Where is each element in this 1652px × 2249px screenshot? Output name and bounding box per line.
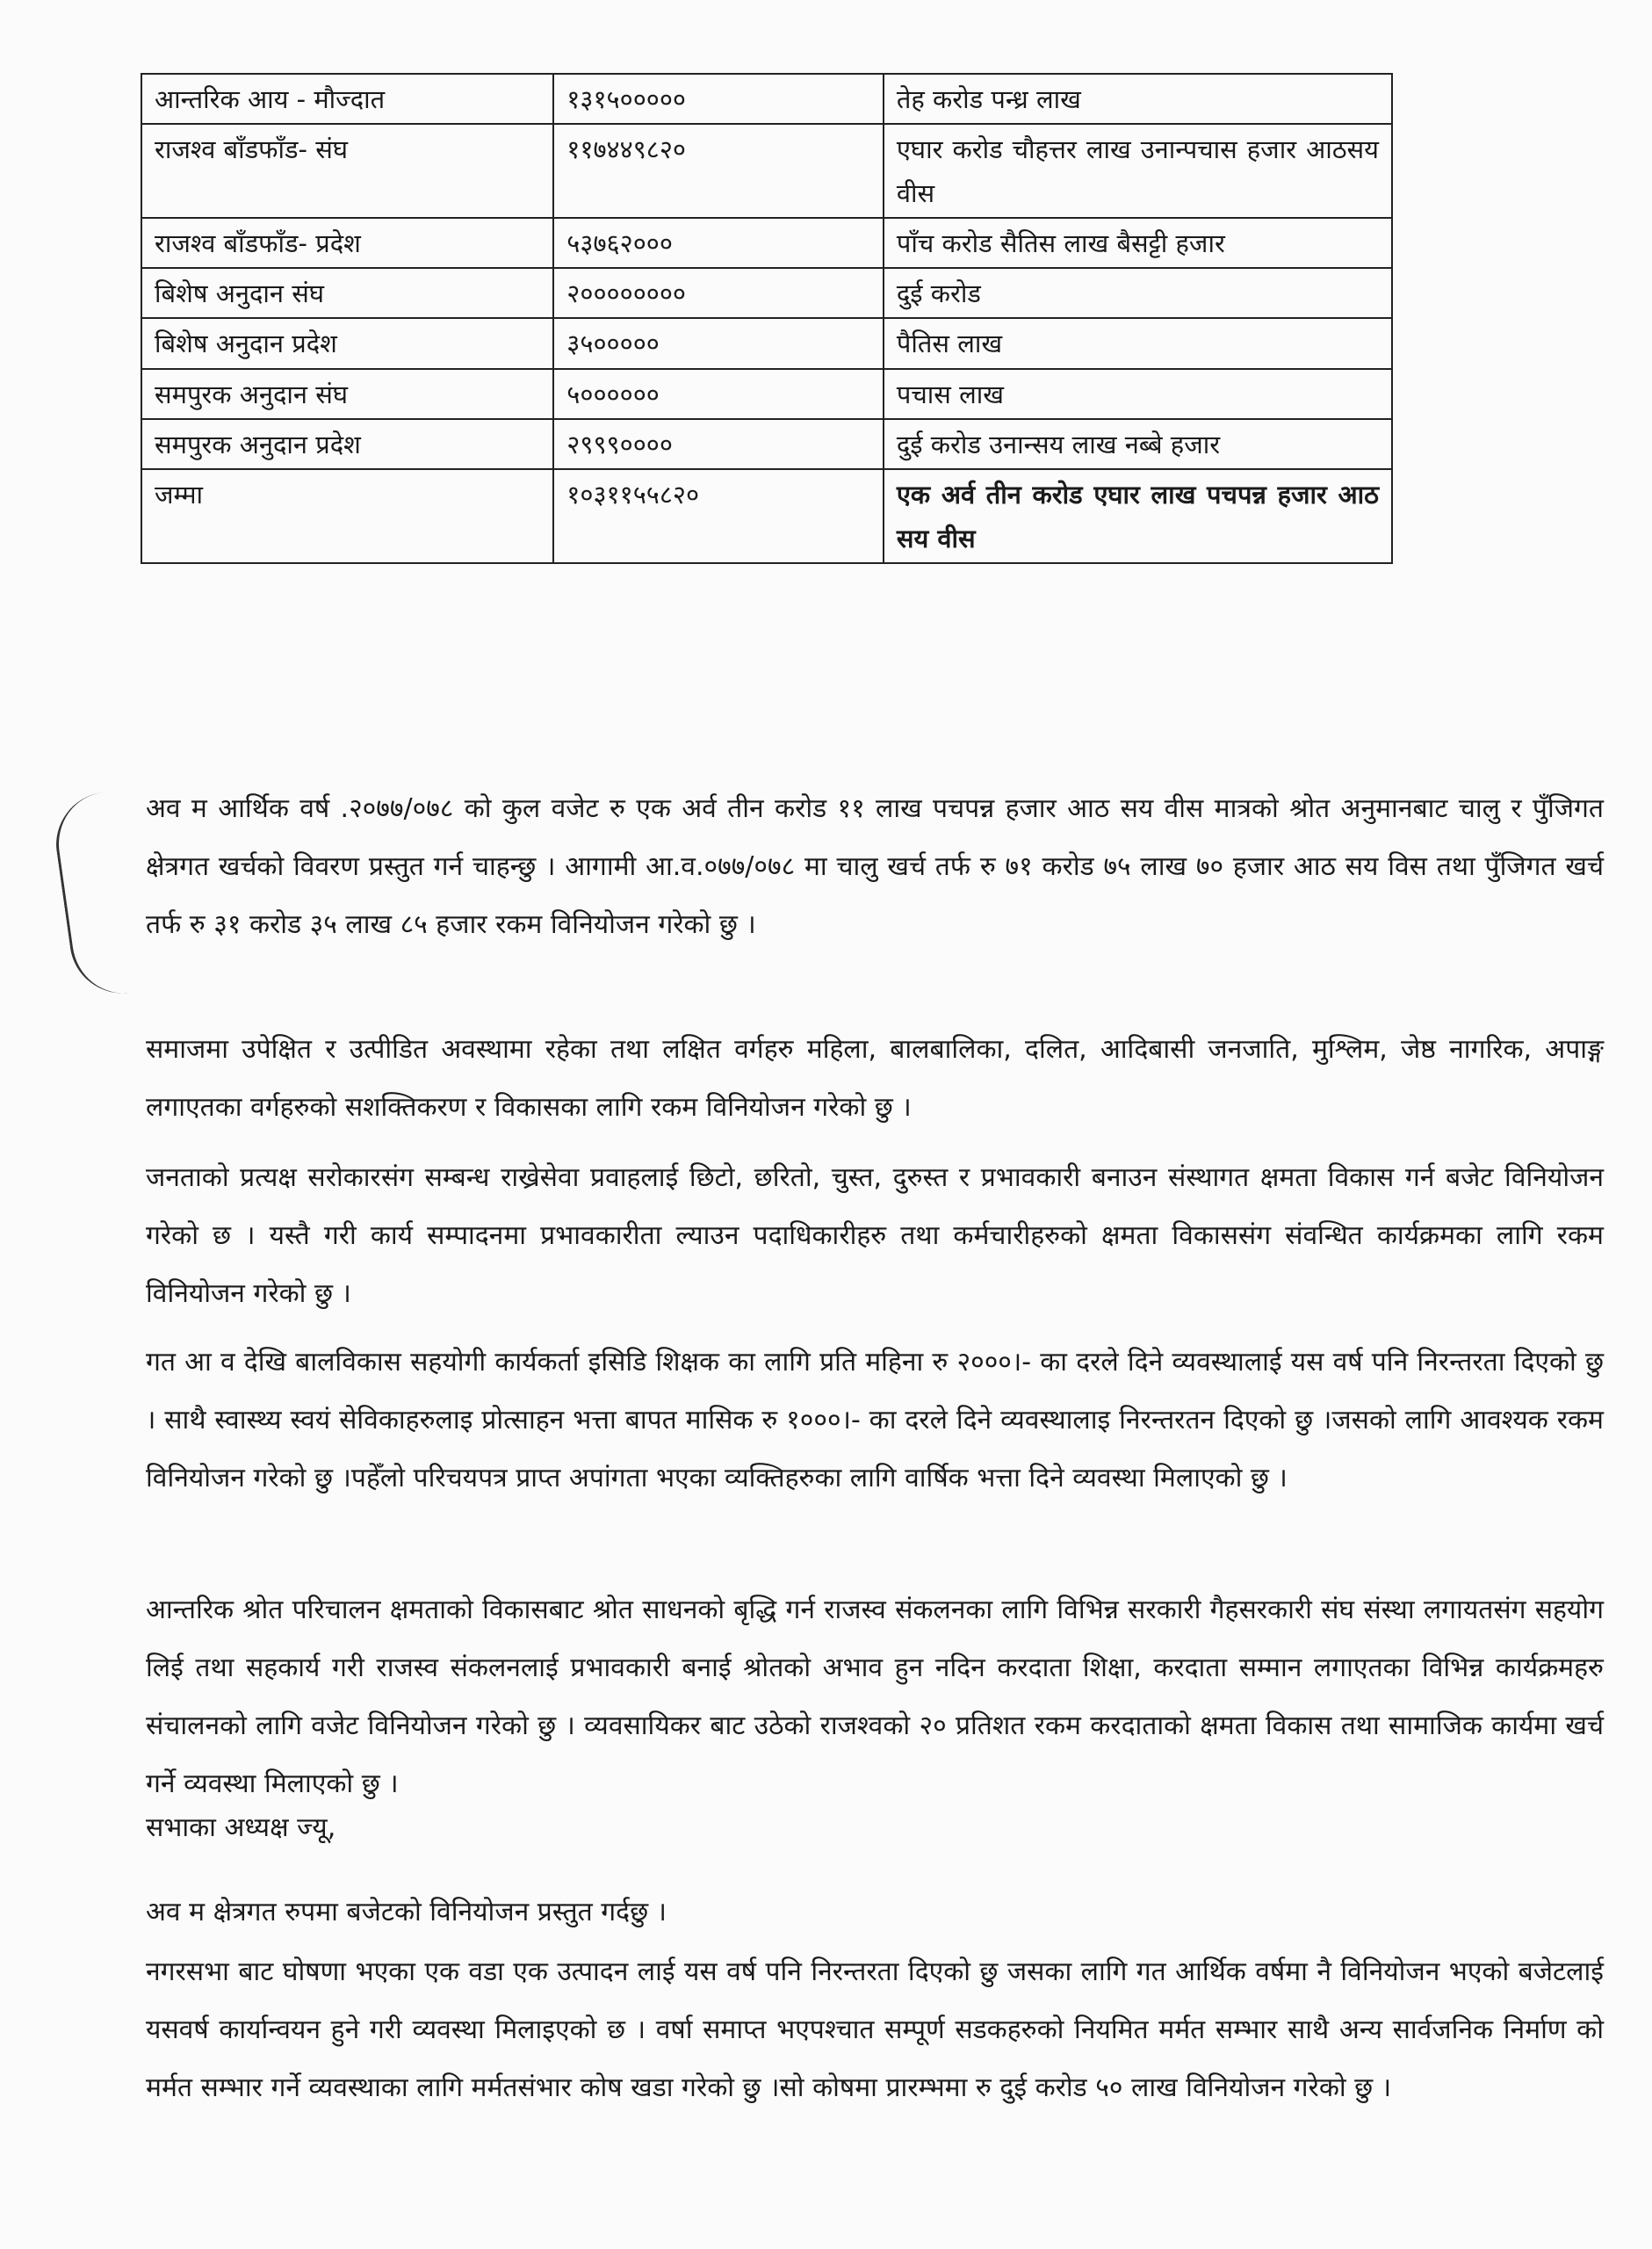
amount-words-cell: दुई करोड उनान्सय लाख नब्बे हजार bbox=[884, 419, 1392, 469]
total-label-cell: जम्मा bbox=[141, 469, 553, 563]
budget-source-table bbox=[141, 73, 1393, 564]
amount-words-cell: पचास लाख bbox=[884, 369, 1392, 419]
table-row bbox=[141, 268, 1392, 318]
amount-cell: ३५००००० bbox=[553, 318, 884, 368]
table-row bbox=[141, 124, 1392, 218]
table-row bbox=[141, 74, 1392, 124]
source-cell: बिशेष अनुदान संघ bbox=[141, 268, 553, 318]
amount-cell: ५०००००० bbox=[553, 369, 884, 419]
table-row bbox=[141, 218, 1392, 268]
source-cell: समपुरक अनुदान प्रदेश bbox=[141, 419, 553, 469]
source-cell: आन्तरिक आय - मौज्दात bbox=[141, 74, 553, 124]
table-row bbox=[141, 369, 1392, 419]
source-cell: समपुरक अनुदान संघ bbox=[141, 369, 553, 419]
table-row bbox=[141, 419, 1392, 469]
amount-cell: ५३७६२००० bbox=[553, 218, 884, 268]
source-cell: बिशेष अनुदान प्रदेश bbox=[141, 318, 553, 368]
amount-cell: २०००००००० bbox=[553, 268, 884, 318]
paragraph-capacity-building: जनताको प्रत्यक्ष सरोकारसंग सम्बन्ध राख्रेसेवा प्रवाहलाई छिटो, छरितो, चुस्त, दुरुस्त र प्रभावकारी बनाउन संस्थागत क्षमता विकास गर्न बजेट विनियोजन गरेको छ । यस्तै गरी कार्य सम्पादनमा प्रभावकारीता ल्याउन पदाधिकारीहरु तथा कर्मचारीहरुको क्षमता विकाससंग संवन्धित कार्यक्रमका लागि रकम विनियोजन गरेको छु । bbox=[146, 1162, 1604, 1309]
amount-words-cell: एघार करोड चौहत्तर लाख उनान्पचास हजार आठसय वीस bbox=[884, 124, 1392, 218]
paragraph-revenue: आन्तरिक श्रोत परिचालन क्षमताको विकासबाट श्रोत साधनको बृद्धि गर्न राजस्व संकलनका लागि विभिन्न सरकारी गैहसरकारी संघ संस्था लगायतसंग सहयोग लिई तथा सहकार्य गरी राजस्व संकलनलाई प्रभावकारी बनाई श्रोतको अभाव हुन नदिन करदाता शिक्षा, करदाता सम्मान लगाएतका विभिन्न कार्यक्रमहरु संचालनको लागि वजेट विनियोजन गरेको छु । व्यवसायिकर बाट उठेको राजश्वको २० प्रतिशत रकम करदाताको क्षमता विकास तथा सामाजिक कार्यमा खर्च गर्ने व्यवस्था मिलाएको छु । bbox=[146, 1595, 1604, 1799]
paragraph-one-ward-one-product: नगरसभा बाट घोषणा भएका एक वडा एक उत्पादन लाई यस वर्ष पनि निरन्तरता दिएको छु जसका लागि गत आर्थिक वर्षमा नै विनियोजन भएको बजेटलाई यसवर्ष कार्यान्वयन हुने गरी व्यवस्था मिलाइएको छ । वर्षा समाप्त भएपश्चात सम्पूर्ण सडकहरुको नियमित मर्मत सम्भार साथै अन्य सार्वजनिक निर्माण को मर्मत सम्भार गर्ने व्यवस्थाका लागि मर्मतसंभार कोष खडा गरेको छु ।सो कोषमा प्रारम्भमा रु दुई करोड ५० लाख विनियोजन गरेको छु । bbox=[146, 1956, 1604, 2103]
paragraph-address: सभाका अध्यक्ष ज्यू, bbox=[146, 1812, 336, 1843]
amount-cell: ११७४४९८२० bbox=[553, 124, 884, 218]
total-amount-cell: १०३११५५८२० bbox=[553, 469, 884, 563]
table-total-row bbox=[141, 469, 1392, 563]
paragraph-target-groups: समाजमा उपेक्षित र उत्पीडित अवस्थामा रहेका तथा लक्षित वर्गहरु महिला, बालबालिका, दलित, आदिबासी जनजाति, मुश्लिम, जेष्ठ नागरिक, अपाङ्ग लगाएतका वर्गहरुको सशक्तिकरण र विकासका लागि रकम विनियोजन गरेको छु । bbox=[146, 1034, 1604, 1123]
amount-words-cell: तेह करोड पन्ध्र लाख bbox=[884, 74, 1392, 124]
source-cell: राजश्व बाँडफाँड- प्रदेश bbox=[141, 218, 553, 268]
amount-words-cell: दुई करोड bbox=[884, 268, 1392, 318]
total-words-cell: एक अर्व तीन करोड एघार लाख पचपन्न हजार आठ सय वीस bbox=[884, 469, 1392, 563]
amount-cell: २९९९०००० bbox=[553, 419, 884, 469]
paragraph-allowances: गत आ व देखि बालविकास सहयोगी कार्यकर्ता इसिडि शिक्षक का लागि प्रति महिना रु २०००।- का दरले दिने व्यवस्थालाई यस वर्ष पनि निरन्तरता दिएको छु । साथै स्वास्थ्य स्वयं सेविकाहरुलाइ प्रोत्साहन भत्ता बापत मासिक रु १०००।- का दरले दिने व्यवस्थालाइ निरन्तरतन दिएको छु ।जसको लागि आवश्यक रकम विनियोजन गरेको छु ।पहेँलो परिचयपत्र प्राप्त अपांगता भएका व्यक्तिहरुका लागि वार्षिक भत्ता दिने व्यवस्था मिलाएको छु । bbox=[146, 1347, 1604, 1493]
amount-words-cell: पैतिस लाख bbox=[884, 318, 1392, 368]
handwritten-margin-mark bbox=[49, 792, 132, 1001]
amount-cell: १३१५००००० bbox=[553, 74, 884, 124]
paragraph-sector-intro: अव म क्षेत्रगत रुपमा बजेटको विनियोजन प्रस्तुत गर्दछु । bbox=[146, 1897, 667, 1927]
table-row bbox=[141, 318, 1392, 368]
source-cell: राजश्व बाँडफाँड- संघ bbox=[141, 124, 553, 218]
amount-words-cell: पाँच करोड सैतिस लाख बैसट्टी हजार bbox=[884, 218, 1392, 268]
paragraph-budget-summary: अव म आर्थिक वर्ष .२०७७/०७८ को कुल वजेट रु एक अर्व तीन करोड ११ लाख पचपन्न हजार आठ सय वीस मात्रको श्रोत अनुमानबाट चालु र पुँजिगत क्षेत्रगत खर्चको विवरण प्रस्तुत गर्न चाहन्छु । आगामी आ.व.०७७/०७८ मा चालु खर्च तर्फ रु ७१ करोड ७५ लाख ७० हजार आठ सय विस तथा पुँजिगत खर्च तर्फ रु ३१ करोड ३५ लाख ८५ हजार रकम विनियोजन गरेको छु । bbox=[146, 793, 1604, 940]
